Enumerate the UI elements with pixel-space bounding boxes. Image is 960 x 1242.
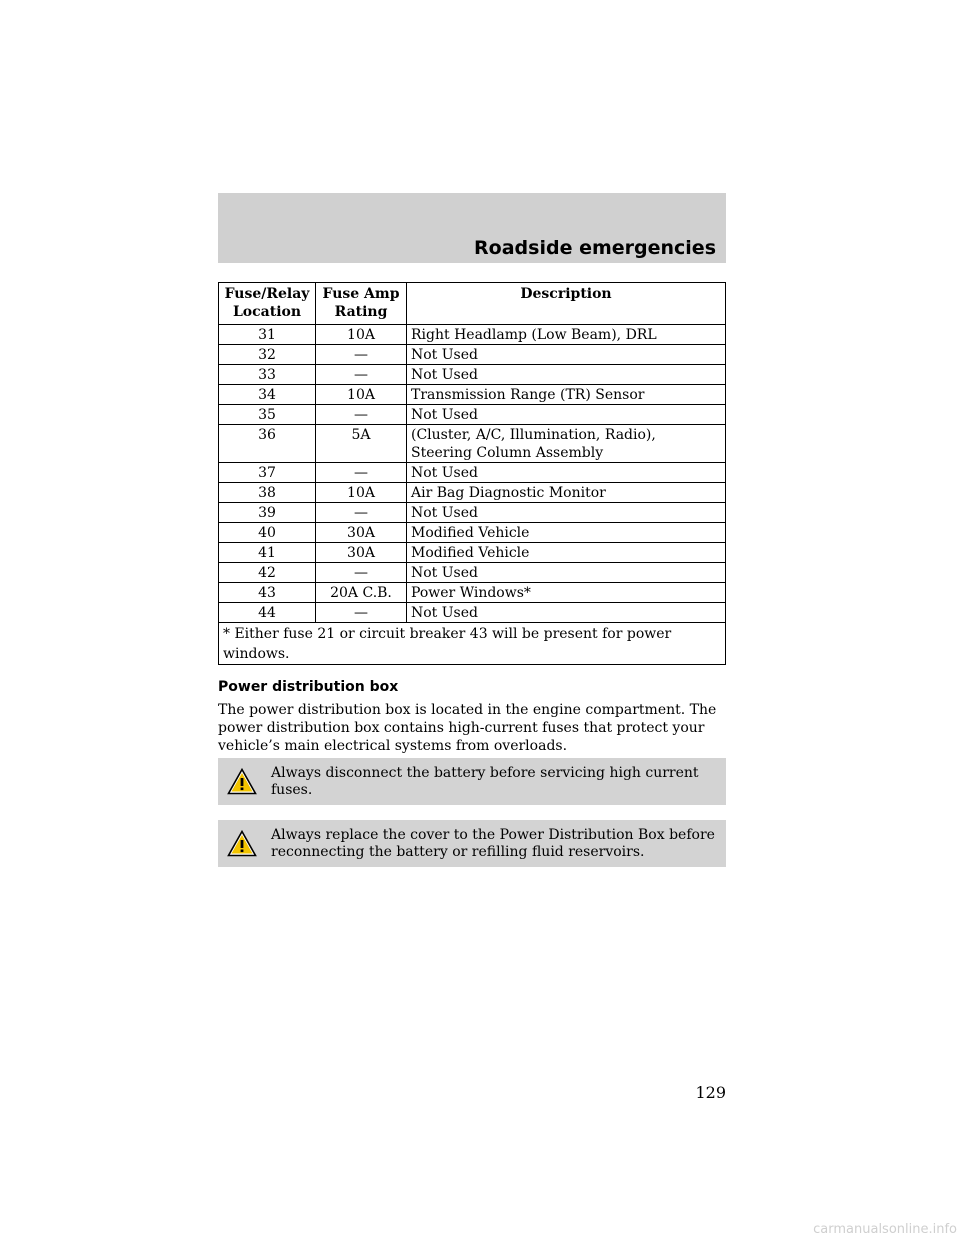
table-footnote-row <box>219 623 726 665</box>
fuse-table <box>218 282 726 665</box>
table-row <box>219 603 726 623</box>
table-row <box>219 325 726 345</box>
table-row <box>219 523 726 543</box>
fuse-description: Not Used <box>407 365 726 385</box>
fuse-location: 35 <box>219 405 316 425</box>
warning-triangle-icon <box>227 768 257 795</box>
fuse-rating: 10A <box>316 385 407 405</box>
footer-watermark: carmanualsonline.info <box>813 1222 957 1237</box>
fuse-location: 43 <box>219 583 316 603</box>
fuse-location: 32 <box>219 345 316 365</box>
fuse-description: Not Used <box>407 345 726 365</box>
fuse-rating: — <box>316 463 407 483</box>
fuse-rating: 20A C.B. <box>316 583 407 603</box>
fuse-description: Modified Vehicle <box>407 523 726 543</box>
fuse-location: 39 <box>219 503 316 523</box>
fuse-rating: 10A <box>316 483 407 503</box>
fuse-location: 44 <box>219 603 316 623</box>
column-header-rating: Fuse Amp Rating <box>316 283 407 325</box>
fuse-description: Not Used <box>407 563 726 583</box>
fuse-location: 38 <box>219 483 316 503</box>
fuse-description: (Cluster, A/C, Illumination, Radio), Steering Column Assembly <box>407 425 726 463</box>
fuse-description: Not Used <box>407 405 726 425</box>
fuse-location: 31 <box>219 325 316 345</box>
table-header-row <box>219 283 726 325</box>
fuse-description: Modified Vehicle <box>407 543 726 563</box>
table-row <box>219 503 726 523</box>
fuse-rating: — <box>316 603 407 623</box>
table-row <box>219 583 726 603</box>
fuse-description: Not Used <box>407 603 726 623</box>
fuse-description: Transmission Range (TR) Sensor <box>407 385 726 405</box>
table-footnote: * Either fuse 21 or circuit breaker 43 will be present for power windows. <box>219 623 726 665</box>
section-heading: Power distribution box <box>218 679 399 695</box>
warning-text: Always replace the cover to the Power Distribution Box before reconnecting the battery or refilling fluid reservoirs. <box>271 827 715 860</box>
fuse-location: 33 <box>219 365 316 385</box>
fuse-rating: — <box>316 503 407 523</box>
fuse-description: Air Bag Diagnostic Monitor <box>407 483 726 503</box>
fuse-description: Power Windows* <box>407 583 726 603</box>
page-number: 129 <box>695 1083 726 1102</box>
fuse-rating: — <box>316 345 407 365</box>
section-title: Roadside emergencies <box>474 237 716 259</box>
table-row <box>219 405 726 425</box>
fuse-description: Right Headlamp (Low Beam), DRL <box>407 325 726 345</box>
fuse-location: 40 <box>219 523 316 543</box>
fuse-rating: 30A <box>316 523 407 543</box>
column-header-description: Description <box>407 283 726 325</box>
table-row <box>219 365 726 385</box>
table-row <box>219 563 726 583</box>
fuse-location: 37 <box>219 463 316 483</box>
fuse-rating: — <box>316 365 407 385</box>
fuse-location: 34 <box>219 385 316 405</box>
fuse-rating: 5A <box>316 425 407 463</box>
fuse-location: 36 <box>219 425 316 463</box>
fuse-location: 42 <box>219 563 316 583</box>
section-header <box>218 193 726 263</box>
warning-text: Always disconnect the battery before servicing high current fuses. <box>271 765 699 798</box>
fuse-rating: 10A <box>316 325 407 345</box>
fuse-description: Not Used <box>407 463 726 483</box>
table-row <box>219 425 726 463</box>
table-row <box>219 463 726 483</box>
warning-box <box>218 820 726 867</box>
table-row <box>219 345 726 365</box>
table-row <box>219 483 726 503</box>
warning-triangle-icon <box>227 830 257 857</box>
column-header-location: Fuse/Relay Location <box>219 283 316 325</box>
fuse-rating: — <box>316 405 407 425</box>
table-row <box>219 385 726 405</box>
fuse-rating: — <box>316 563 407 583</box>
table-row <box>219 543 726 563</box>
fuse-description: Not Used <box>407 503 726 523</box>
fuse-location: 41 <box>219 543 316 563</box>
warning-box <box>218 758 726 805</box>
section-body: The power distribution box is located in the engine compartment. The power distribution box contains high-current fuses that protect your vehicle’s main electrical systems from overloads. <box>218 702 717 754</box>
fuse-rating: 30A <box>316 543 407 563</box>
